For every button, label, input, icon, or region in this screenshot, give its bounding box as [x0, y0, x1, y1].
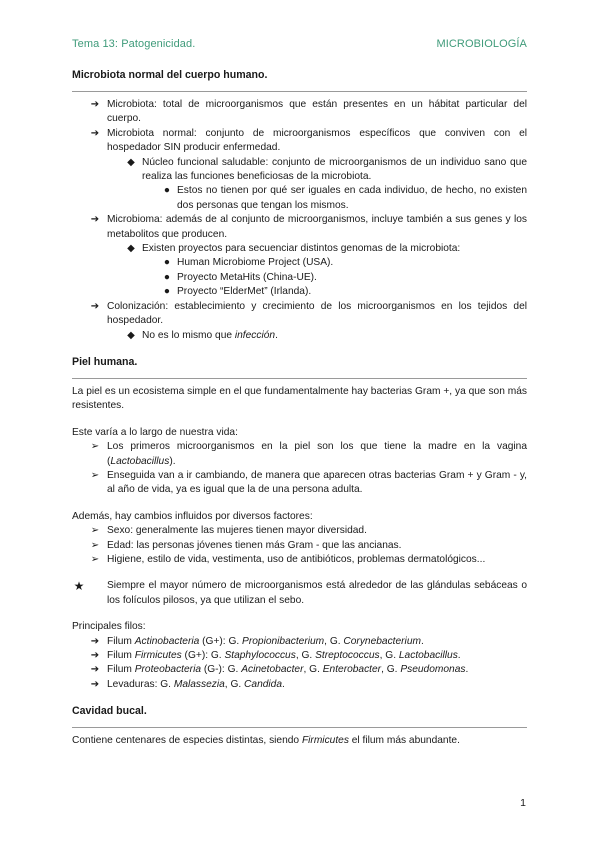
- section-divider: [72, 91, 527, 92]
- list-item: ◆ Núcleo funcional saludable: conjunto de microorganismos de un individuo sano que realiza las funciones beneficiosas de la microbiota.: [72, 156, 527, 185]
- chevron-icon: ➢: [90, 441, 100, 453]
- list-item: ➢ Higiene, estilo de vida, vestimenta, uso de antibióticos, problemas dermatológicos...: [72, 553, 527, 567]
- list-item: ● Estos no tienen por qué ser iguales en cada individuo, de hecho, no existen dos personas que tengan los mismos.: [72, 184, 527, 213]
- diamond-icon: ◆: [127, 243, 135, 255]
- paragraph: Principales filos:: [72, 621, 146, 633]
- section-divider: [72, 378, 527, 379]
- arrow-icon: ➔: [90, 650, 100, 661]
- page-number: 1: [520, 797, 526, 809]
- header-topic: Tema 13: Patogenicidad.: [72, 38, 196, 50]
- paragraph: Este varía a lo largo de nuestra vida:: [72, 426, 238, 438]
- dot-icon: ●: [163, 185, 171, 197]
- arrow-icon: ➔: [90, 664, 100, 676]
- arrow-icon: ➔: [90, 127, 100, 139]
- list-item: ➔ Microbiota normal: conjunto de microorganismos específicos que conviven con el hospedador SIN producir enfermedad.: [72, 127, 527, 156]
- highlight-note: ★ Siempre el mayor número de microorganismos está alrededor de las glándulas sebáceas o los folículos pilosos, ya que utilizan el sebo.: [73, 579, 527, 606]
- list-item: ◆ No es lo mismo que infección.: [72, 329, 527, 343]
- diamond-icon: ◆: [127, 329, 135, 341]
- paragraph: Contiene centenares de especies distintas, siendo Firmicutes el filum más abundante.: [72, 735, 460, 747]
- list-item: ➔ Filum Proteobacteria (G-): G. Acinetobacter, G. Enterobacter, G. Pseudomonas.: [72, 663, 527, 677]
- list-item: ➔ Filum Firmicutes (G+): G. Staphylococcus, G. Streptococcus, G. Lactobacillus.: [72, 649, 527, 663]
- section-divider: [72, 727, 527, 728]
- chevron-icon: ➢: [90, 525, 100, 537]
- star-icon: ★: [73, 579, 85, 594]
- arrow-icon: ➔: [90, 99, 100, 110]
- list-item: ● Human Microbiome Project (USA).: [72, 256, 527, 270]
- chevron-icon: ➢: [90, 553, 100, 565]
- list-item: ➔ Microbiota: total de microorganismos que están presentes en un hábitat particular del cuerpo.: [72, 98, 527, 127]
- diamond-icon: ◆: [127, 156, 135, 168]
- list-item: ➢ Edad: las personas jóvenes tienen más Gram - que las ancianas.: [72, 539, 527, 553]
- list-item: ● Proyecto MetaHits (China-UE).: [72, 271, 527, 285]
- section-title-piel: Piel humana.: [72, 355, 138, 368]
- dot-icon: ●: [163, 257, 171, 269]
- document-body: [72, 68, 527, 749]
- arrow-icon: ➔: [90, 635, 100, 647]
- dot-icon: ●: [163, 271, 171, 283]
- arrow-icon: ➔: [90, 214, 100, 226]
- list-item: ➔ Microbioma: además de al conjunto de microorganismos, incluye también a sus genes y los metabolitos que producen.: [72, 213, 527, 242]
- dot-icon: ●: [163, 286, 171, 298]
- list-item: ● Proyecto “ElderMet” (Irlanda).: [72, 285, 527, 299]
- list-item: ➔ Filum Actinobacteria (G+): G. Propionibacterium, G. Corynebacterium.: [72, 635, 527, 649]
- list-item: ➢ Enseguida van a ir cambiando, de manera que aparecen otras bacterias Gram + y Gram - y, al año de vida, ya es igual que la de una persona adulta.: [72, 469, 527, 498]
- arrow-icon: ➔: [90, 678, 100, 690]
- list-item: ➢ Los primeros microorganismos en la piel son los que tiene la madre en la vagina (Lactobacillus).: [72, 440, 527, 469]
- paragraph: La piel es un ecosistema simple en el que fundamentalmente hay bacterias Gram +, ya que son más resistentes.: [72, 385, 527, 412]
- section-title-microbiota: Microbiota normal del cuerpo humano.: [72, 69, 268, 81]
- header-subject: MICROBIOLOGÍA: [436, 38, 527, 50]
- list-item: ➢ Sexo: generalmente las mujeres tienen mayor diversidad.: [72, 524, 527, 538]
- paragraph: Además, hay cambios influidos por diversos factores:: [72, 510, 313, 522]
- chevron-icon: ➢: [90, 539, 100, 551]
- list-item: ➔ Colonización: establecimiento y crecimiento de los microorganismos en los tejidos del hospedador.: [72, 300, 527, 329]
- section-title-cavidad: Cavidad bucal.: [72, 705, 147, 718]
- chevron-icon: ➢: [90, 469, 100, 481]
- list-item: ◆ Existen proyectos para secuenciar distintos genomas de la microbiota:: [72, 242, 527, 256]
- arrow-icon: ➔: [90, 300, 100, 312]
- list-item: ➔ Levaduras: G. Malassezia, G. Candida.: [72, 678, 527, 692]
